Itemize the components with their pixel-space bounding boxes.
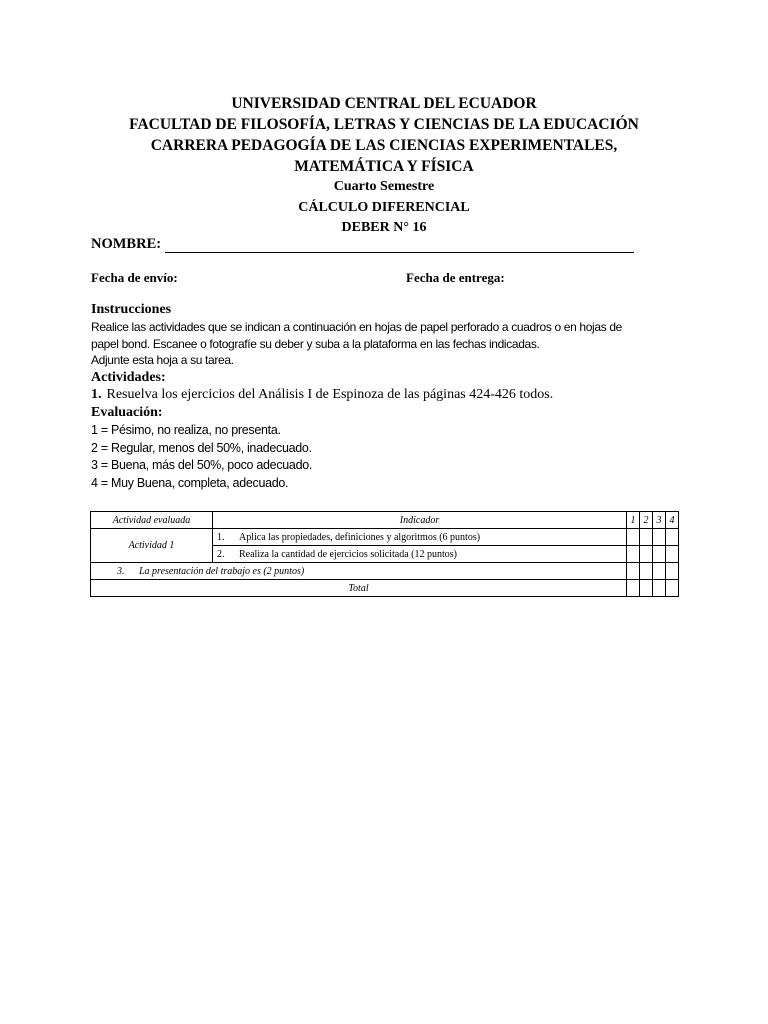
table-row <box>91 529 679 546</box>
activity-1-cell: Actividad 1 <box>91 529 213 563</box>
course-name: CÁLCULO DIFERENCIAL <box>298 199 470 215</box>
score-cell[interactable] <box>640 563 653 580</box>
row-number: 3. <box>117 565 125 577</box>
activity-item <box>91 387 553 403</box>
header-score-3: 3 <box>653 512 666 529</box>
activities-title: Actividades: <box>91 370 166 385</box>
career-name: CARRERA PEDAGOGÍA DE LAS CIENCIAS EXPERIMENTALES, <box>150 137 618 154</box>
name-label: NOMBRE: <box>91 236 162 252</box>
scale-item: 2 = Regular, menos del 50%, inadecuado. <box>91 440 312 455</box>
score-cell[interactable] <box>666 546 679 563</box>
instructions-line: papel bond. Escanee o fotografíe su deber y suba a la plataforma en las fechas indicadas. <box>91 336 540 351</box>
indicator-text: Aplica las propiedades, definiciones y algoritmos (6 puntos) <box>239 531 481 543</box>
score-cell[interactable] <box>653 563 666 580</box>
header-score-4: 4 <box>666 512 679 529</box>
score-cell[interactable] <box>627 563 640 580</box>
indicator-number: 2. <box>217 548 225 560</box>
instructions-title: Instrucciones <box>91 302 172 317</box>
score-cell[interactable] <box>653 580 666 597</box>
header-score-2: 2 <box>640 512 653 529</box>
evaluation-scale <box>91 422 312 492</box>
instructions-line: Adjunte esta hoja a su tarea. <box>91 353 234 367</box>
score-cell[interactable] <box>666 580 679 597</box>
instructions-line: Realice las actividades que se indican a continuación en hojas de papel perforado a cuadros o en hojas de <box>91 320 622 334</box>
score-cell[interactable] <box>653 529 666 546</box>
name-blank-line <box>165 238 634 253</box>
header-score-1: 1 <box>627 512 640 529</box>
table-header-row <box>91 512 679 529</box>
score-cell[interactable] <box>640 580 653 597</box>
activity-number: 1. <box>91 387 102 402</box>
header-indicador: Indicador <box>213 512 627 529</box>
score-cell[interactable] <box>640 546 653 563</box>
assignment-number: DEBER N° 16 <box>341 220 427 235</box>
name-field <box>91 236 634 253</box>
faculty-name: FACULTAD DE FILOSOFÍA, LETRAS Y CIENCIAS DE LA EDUCACIÓN <box>129 116 639 133</box>
score-cell[interactable] <box>666 563 679 580</box>
career-name-cont: MATEMÁTICA Y FÍSICA <box>294 158 474 175</box>
scale-item: 4 = Muy Buena, completa, adecuado. <box>91 475 289 490</box>
score-cell[interactable] <box>627 580 640 597</box>
presentation-row-label <box>91 563 627 580</box>
scale-item: 3 = Buena, más del 50%, poco adecuado. <box>91 458 313 472</box>
rubric-table <box>90 511 679 597</box>
total-row <box>91 580 679 597</box>
send-date-label: Fecha de envío: <box>91 270 178 285</box>
semester: Cuarto Semestre <box>333 179 435 194</box>
university-name: UNIVERSIDAD CENTRAL DEL ECUADOR <box>231 95 537 112</box>
activity-text: Resuelva los ejercicios del Análisis I de Espinoza de las páginas 424-426 todos. <box>106 387 554 402</box>
indicator-number: 1. <box>217 531 225 543</box>
row-text: La presentación del trabajo es (2 puntos) <box>139 565 305 577</box>
table-row <box>91 563 679 580</box>
total-label: Total <box>91 580 627 597</box>
score-cell[interactable] <box>627 529 640 546</box>
evaluation-title: Evaluación: <box>91 405 163 420</box>
indicator-text: Realiza la cantidad de ejercicios solicitada (12 puntos) <box>239 548 457 560</box>
score-cell[interactable] <box>666 529 679 546</box>
header-actividad: Actividad evaluada <box>91 512 213 529</box>
due-date-label: Fecha de entrega: <box>406 270 505 285</box>
score-cell[interactable] <box>653 546 666 563</box>
score-cell[interactable] <box>640 529 653 546</box>
score-cell[interactable] <box>627 546 640 563</box>
instructions-body <box>91 319 691 369</box>
scale-item: 1 = Pésimo, no realiza, no presenta. <box>91 423 281 437</box>
document-header <box>0 93 768 239</box>
indicator-1 <box>213 529 627 546</box>
indicator-2 <box>213 546 627 563</box>
